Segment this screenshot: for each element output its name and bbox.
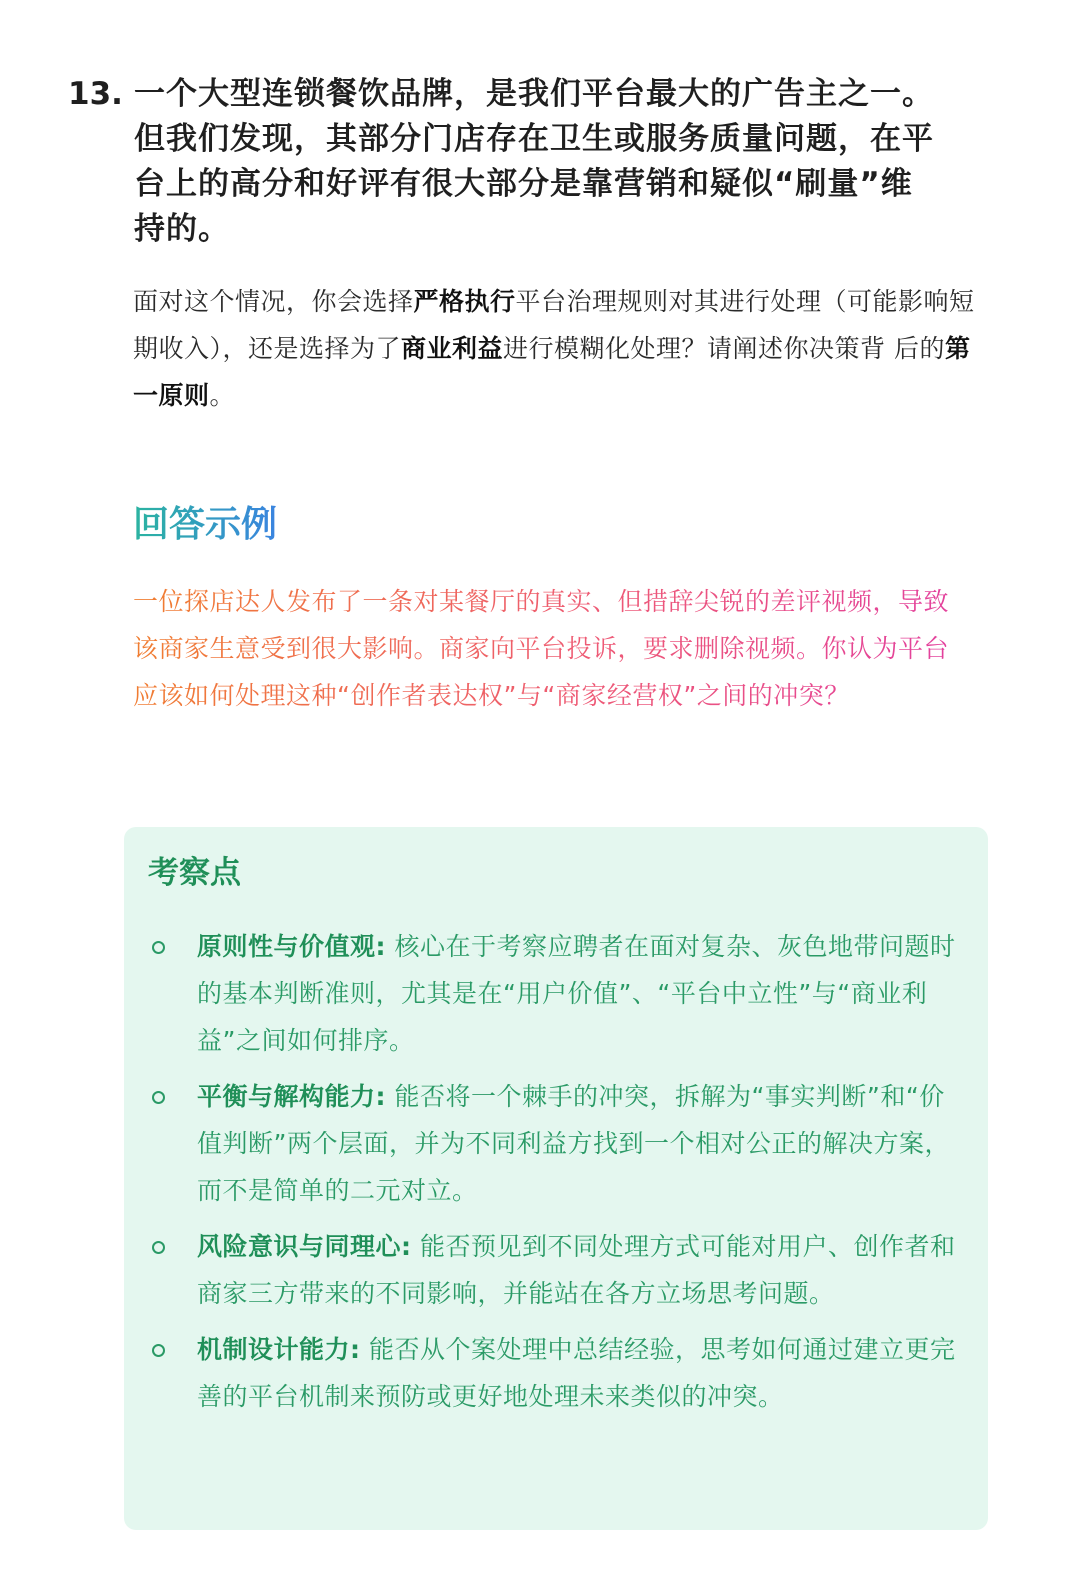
emphasis-business: 商业利益: [401, 334, 504, 363]
assessment-card: [124, 827, 988, 1530]
question-body-text: 平台治理规则对其进行处理（可能影响短期收入），还是选择为了: [133, 287, 975, 363]
list-item: [124, 1073, 988, 1214]
question-body: [133, 278, 978, 419]
question-block: [68, 72, 968, 252]
point-label: 原则性与价值观:: [197, 932, 386, 961]
point-label: 平衡与解构能力:: [197, 1082, 386, 1111]
point-text: 核心在于考察应聘者在面对复杂、灰色地带问题时的基本判断准则，尤其是在“用户价值”、“平台中立性”与“商业利益”之间如何排序。: [197, 932, 956, 1055]
emphasis-first-principle: 第一原则: [133, 334, 971, 410]
point-label: 机制设计能力:: [197, 1335, 361, 1364]
answer-heading: 回答示例: [133, 500, 277, 550]
bullet-icon: [152, 1344, 165, 1357]
question-body-text: 。: [209, 381, 236, 410]
emphasis-strict: 严格执行: [413, 287, 516, 316]
list-item: [124, 1223, 988, 1317]
assessment-list: [124, 923, 988, 1429]
bullet-icon: [152, 1241, 165, 1254]
point-text: 能否将一个棘手的冲突，拆解为“事实判断”和“价值判断”两个层面，并为不同利益方找到一个相对公正的解决方案，而不是简单的二元对立。: [197, 1082, 950, 1205]
question-body-text: 进行模糊化处理？请阐述你决策背 后的: [503, 334, 945, 363]
assessment-title: 考察点: [148, 855, 241, 891]
question-title: 一个大型连锁餐饮品牌，是我们平台最大的广告主之一。但我们发现，其部分门店存在卫生或服务质量问题，在平台上的高分和好评有很大部分是靠营销和疑似“刷量”维持的。: [134, 76, 934, 247]
bullet-icon: [152, 941, 165, 954]
question-body-text: 面对这个情况，你会选择: [133, 287, 414, 316]
point-text: 能否从个案处理中总结经验，思考如何通过建立更完善的平台机制来预防或更好地处理未来类似的冲突。: [197, 1335, 956, 1411]
point-label: 风险意识与同理心:: [197, 1232, 412, 1261]
bullet-icon: [152, 1091, 165, 1104]
list-item: [124, 923, 988, 1064]
answer-example-text: 一位探店达人发布了一条对某餐厅的真实、但措辞尖锐的差评视频，导致该商家生意受到很大影响。商家向平台投诉，要求删除视频。你认为平台应该如何处理这种“创作者表达权”与“商家经营权”之间的冲突？: [133, 578, 963, 719]
question-number: 13.: [68, 76, 123, 112]
list-item: [124, 1326, 988, 1420]
point-text: 能否预见到不同处理方式可能对用户、创作者和商家三方带来的不同影响，并能站在各方立场思考问题。: [197, 1232, 956, 1308]
